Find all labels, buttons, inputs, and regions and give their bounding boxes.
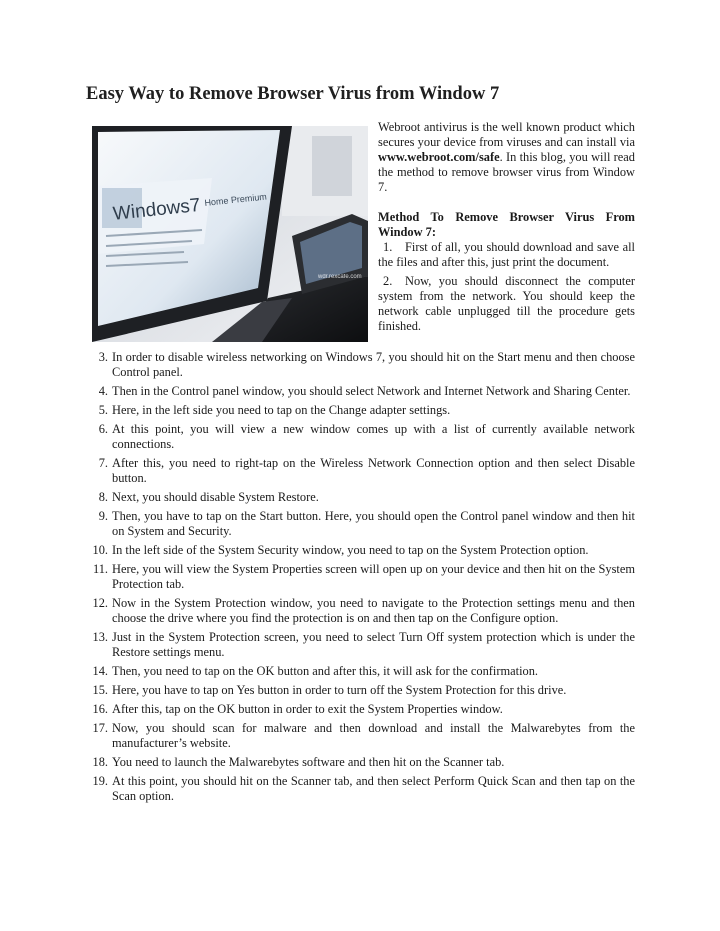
screen-brand-label: Windows7 (112, 194, 202, 225)
screen-edition-label: Home Premium (204, 191, 268, 208)
list-item: 5 . Here, in the left side you need to tap on the Change adapter settings. (88, 403, 635, 418)
list-item: 13 . Just in the System Protection screen, you need to select Turn Off system protection which is under the Restore settings menu. (88, 630, 635, 660)
list-item: 4 . Then in the Control panel window, you should select Network and Internet Network and Sharing Center. (88, 384, 635, 399)
steps-list (88, 350, 635, 808)
list-item: 7 . After this, you need to right-tap on the Wireless Network Connection option and then select Disable button. (88, 456, 635, 486)
step-2: 2. Now, you should disconnect the computer system from the network. You should keep the network cable unplugged till the procedure gets finished. (378, 274, 635, 333)
list-item: 11 . Here, you will view the System Properties screen will open up on your device and then hit on the System Protection tab. (88, 562, 635, 592)
laptop-photo (92, 126, 368, 342)
list-item: 14 . Then, you need to tap on the OK button and after this, it will ask for the confirmation. (88, 664, 635, 679)
list-item: 17 . Now, you should scan for malware and then download and install the Malwarebytes from the manufacturer’s website. (88, 721, 635, 751)
step-1: 1. First of all, you should download and save all the files and after this, just print the document. (378, 240, 635, 269)
list-item: 6 . At this point, you will view a new window comes up with a list of currently available network connections. (88, 422, 635, 452)
list-item: 19 . At this point, you should hit on the Scanner tab, and then select Perform Quick Scan and then tap on the Scan option. (88, 774, 635, 804)
list-item: 3 . In order to disable wireless networking on Windows 7, you should hit on the Start menu and then choose Control panel. (88, 350, 635, 380)
list-item: 8 . Next, you should disable System Restore. (88, 490, 635, 505)
list-item: 16 . After this, tap on the OK button in order to exit the System Properties window. (88, 702, 635, 717)
image-watermark: wdr.rexcafe.com (318, 274, 362, 280)
method-heading: Method To Remove Browser Virus From Window 7: (378, 210, 635, 239)
page-title: Easy Way to Remove Browser Virus from Window 7 (86, 84, 500, 104)
list-item: 9 . Then, you have to tap on the Start button. Here, you should open the Control panel window and then hit on System and Security. (88, 509, 635, 539)
webroot-link[interactable]: www.webroot.com/safe (378, 150, 500, 164)
list-item: 18 . You need to launch the Malwarebytes software and then hit on the Scanner tab. (88, 755, 635, 770)
intro-paragraph: Webroot antivirus is the well known product which secures your device from viruses and can install via www.webroot.com/safe. In this blog, you will read the method to remove browser virus from Window 7. (378, 120, 635, 194)
list-item: 12 . Now in the System Protection window, you need to navigate to the Protection settings menu and then choose the drive where you find the protection is on and then tap on the Configure option. (88, 596, 635, 626)
list-item: 15 . Here, you have to tap on Yes button in order to turn off the System Protection for this drive. (88, 683, 635, 698)
side-column (378, 120, 635, 334)
list-item: 10 . In the left side of the System Security window, you need to tap on the System Protection option. (88, 543, 635, 558)
